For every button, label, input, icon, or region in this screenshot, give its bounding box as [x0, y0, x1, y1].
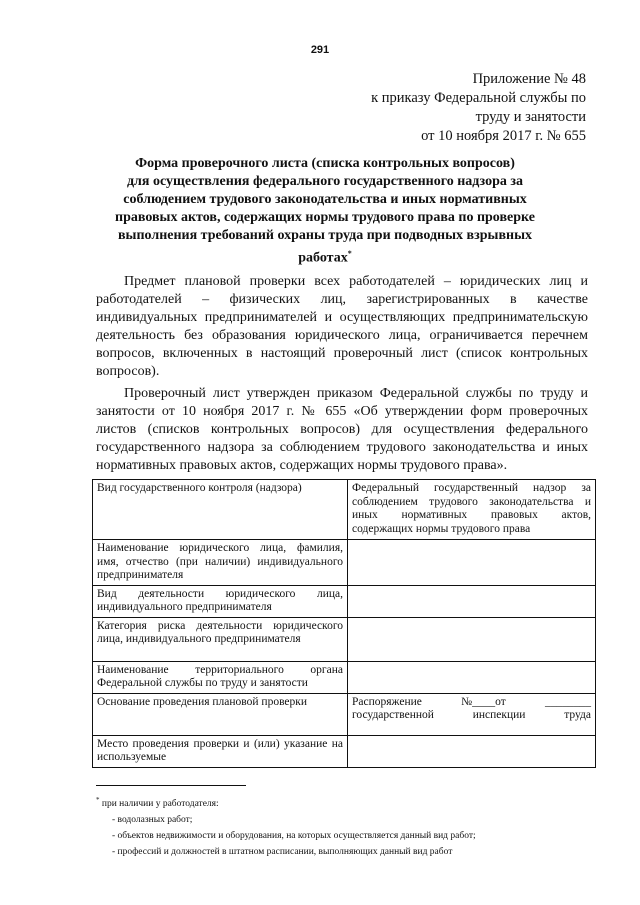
control-info-table — [92, 479, 596, 768]
paragraph: Предмет плановой проверки всех работодателей – юридических лиц и работодателей – физических лиц, зарегистрированных в качестве индивидуальных предпринимателей и осуществляющих предпринимательскую деятельность без образования юридического лица, ограничивается перечнем вопросов, включенных в настоящий проверочный лист (список контрольных вопросов). — [96, 274, 588, 379]
appendix-header — [371, 70, 586, 146]
paragraph: Проверочный лист утвержден приказом Федеральной службы по труду и занятости от 10 ноября 2017 г. № 655 «Об утверждении форм проверочных листов (списков контрольных вопросов) для осуществления федерального государственного надзора за соблюдением трудового законодательства и иных нормативных правовых актов, содержащих нормы трудового права». — [96, 386, 588, 473]
footnote-head — [96, 792, 596, 812]
table-row — [93, 693, 596, 735]
row-value: Федеральный государственный надзор за соблюдением трудового законодательства и иных нормативных правовых актов, содержащих нормы трудового права — [348, 480, 596, 540]
appendix-line: Приложение № 48 — [472, 71, 586, 87]
appendix-line: к приказу Федеральной службы по — [371, 90, 586, 106]
footnote-item: - объектов недвижимости и оборудования, на которых осуществляется данный вид работ; — [112, 831, 476, 842]
form-title — [100, 155, 550, 268]
title-line: Форма проверочного листа (списка контрольных вопросов) — [135, 156, 515, 171]
order-word: государственной — [352, 709, 434, 721]
title-line: выполнения требований охраны труда при подводных взрывных — [117, 228, 533, 243]
footnote-item: - водолазных работ; — [112, 815, 193, 826]
title-line: правовых актов, содержащих нормы трудового права по проверке — [115, 210, 535, 225]
row-label: Наименование территориального органа Федеральной службы по труду и занятости — [93, 661, 348, 693]
body-text — [96, 273, 588, 479]
title-line — [100, 245, 550, 268]
footnote-mark: * — [96, 796, 100, 804]
order-word: от — [495, 695, 506, 708]
row-label: Наименование юридического лица, фамилия, имя, отчество (при наличии) индивидуального предпринимателя — [93, 540, 348, 586]
row-value[interactable] — [348, 735, 596, 767]
table-row — [93, 480, 596, 540]
order-word: № — [461, 695, 473, 708]
order-word: Распоряжение — [352, 695, 422, 708]
page-number: 291 — [310, 44, 330, 56]
row-value[interactable] — [348, 661, 596, 693]
footnote-item: - профессий и должностей в штатном расписании, выполняющих данный вид работ — [112, 847, 453, 858]
row-label: Вид деятельности юридического лица, индивидуального предпринимателя — [93, 585, 348, 617]
table-row — [93, 617, 596, 661]
footnote-mark: * — [347, 249, 352, 258]
footnote-divider — [96, 785, 246, 786]
table-row — [93, 661, 596, 693]
order-line-1 — [352, 696, 591, 710]
table-row — [93, 540, 596, 586]
row-value[interactable] — [348, 540, 596, 586]
row-value[interactable] — [348, 617, 596, 661]
row-label: Категория риска деятельности юридического лица, индивидуального предпринимателя — [93, 617, 348, 661]
order-word: труда — [564, 709, 591, 721]
table-row — [93, 735, 596, 767]
row-label: Основание проведения плановой проверки — [93, 693, 348, 735]
footnote — [96, 792, 596, 860]
row-value[interactable] — [348, 585, 596, 617]
order-number: №____от — [461, 695, 506, 708]
appendix-line: труду и занятости — [475, 109, 586, 125]
order-line-2 — [352, 709, 591, 723]
title-last-word: работах — [298, 250, 348, 266]
order-date-blank: ________ — [545, 695, 591, 708]
title-line: для осуществления федерального государственного надзора за — [126, 174, 524, 189]
appendix-line: от 10 ноября 2017 г. № 655 — [421, 128, 586, 144]
order-word: инспекции — [472, 709, 526, 721]
footnote-head-text: при наличии у работодателя: — [101, 799, 219, 810]
row-label: Вид государственного контроля (надзора) — [93, 480, 348, 540]
title-line: соблюдением трудового законодательства и иных нормативных — [123, 192, 527, 207]
row-label: Место проведения проверки и (или) указание на используемые — [93, 735, 348, 767]
table-row — [93, 585, 596, 617]
order-cell[interactable] — [348, 693, 596, 735]
